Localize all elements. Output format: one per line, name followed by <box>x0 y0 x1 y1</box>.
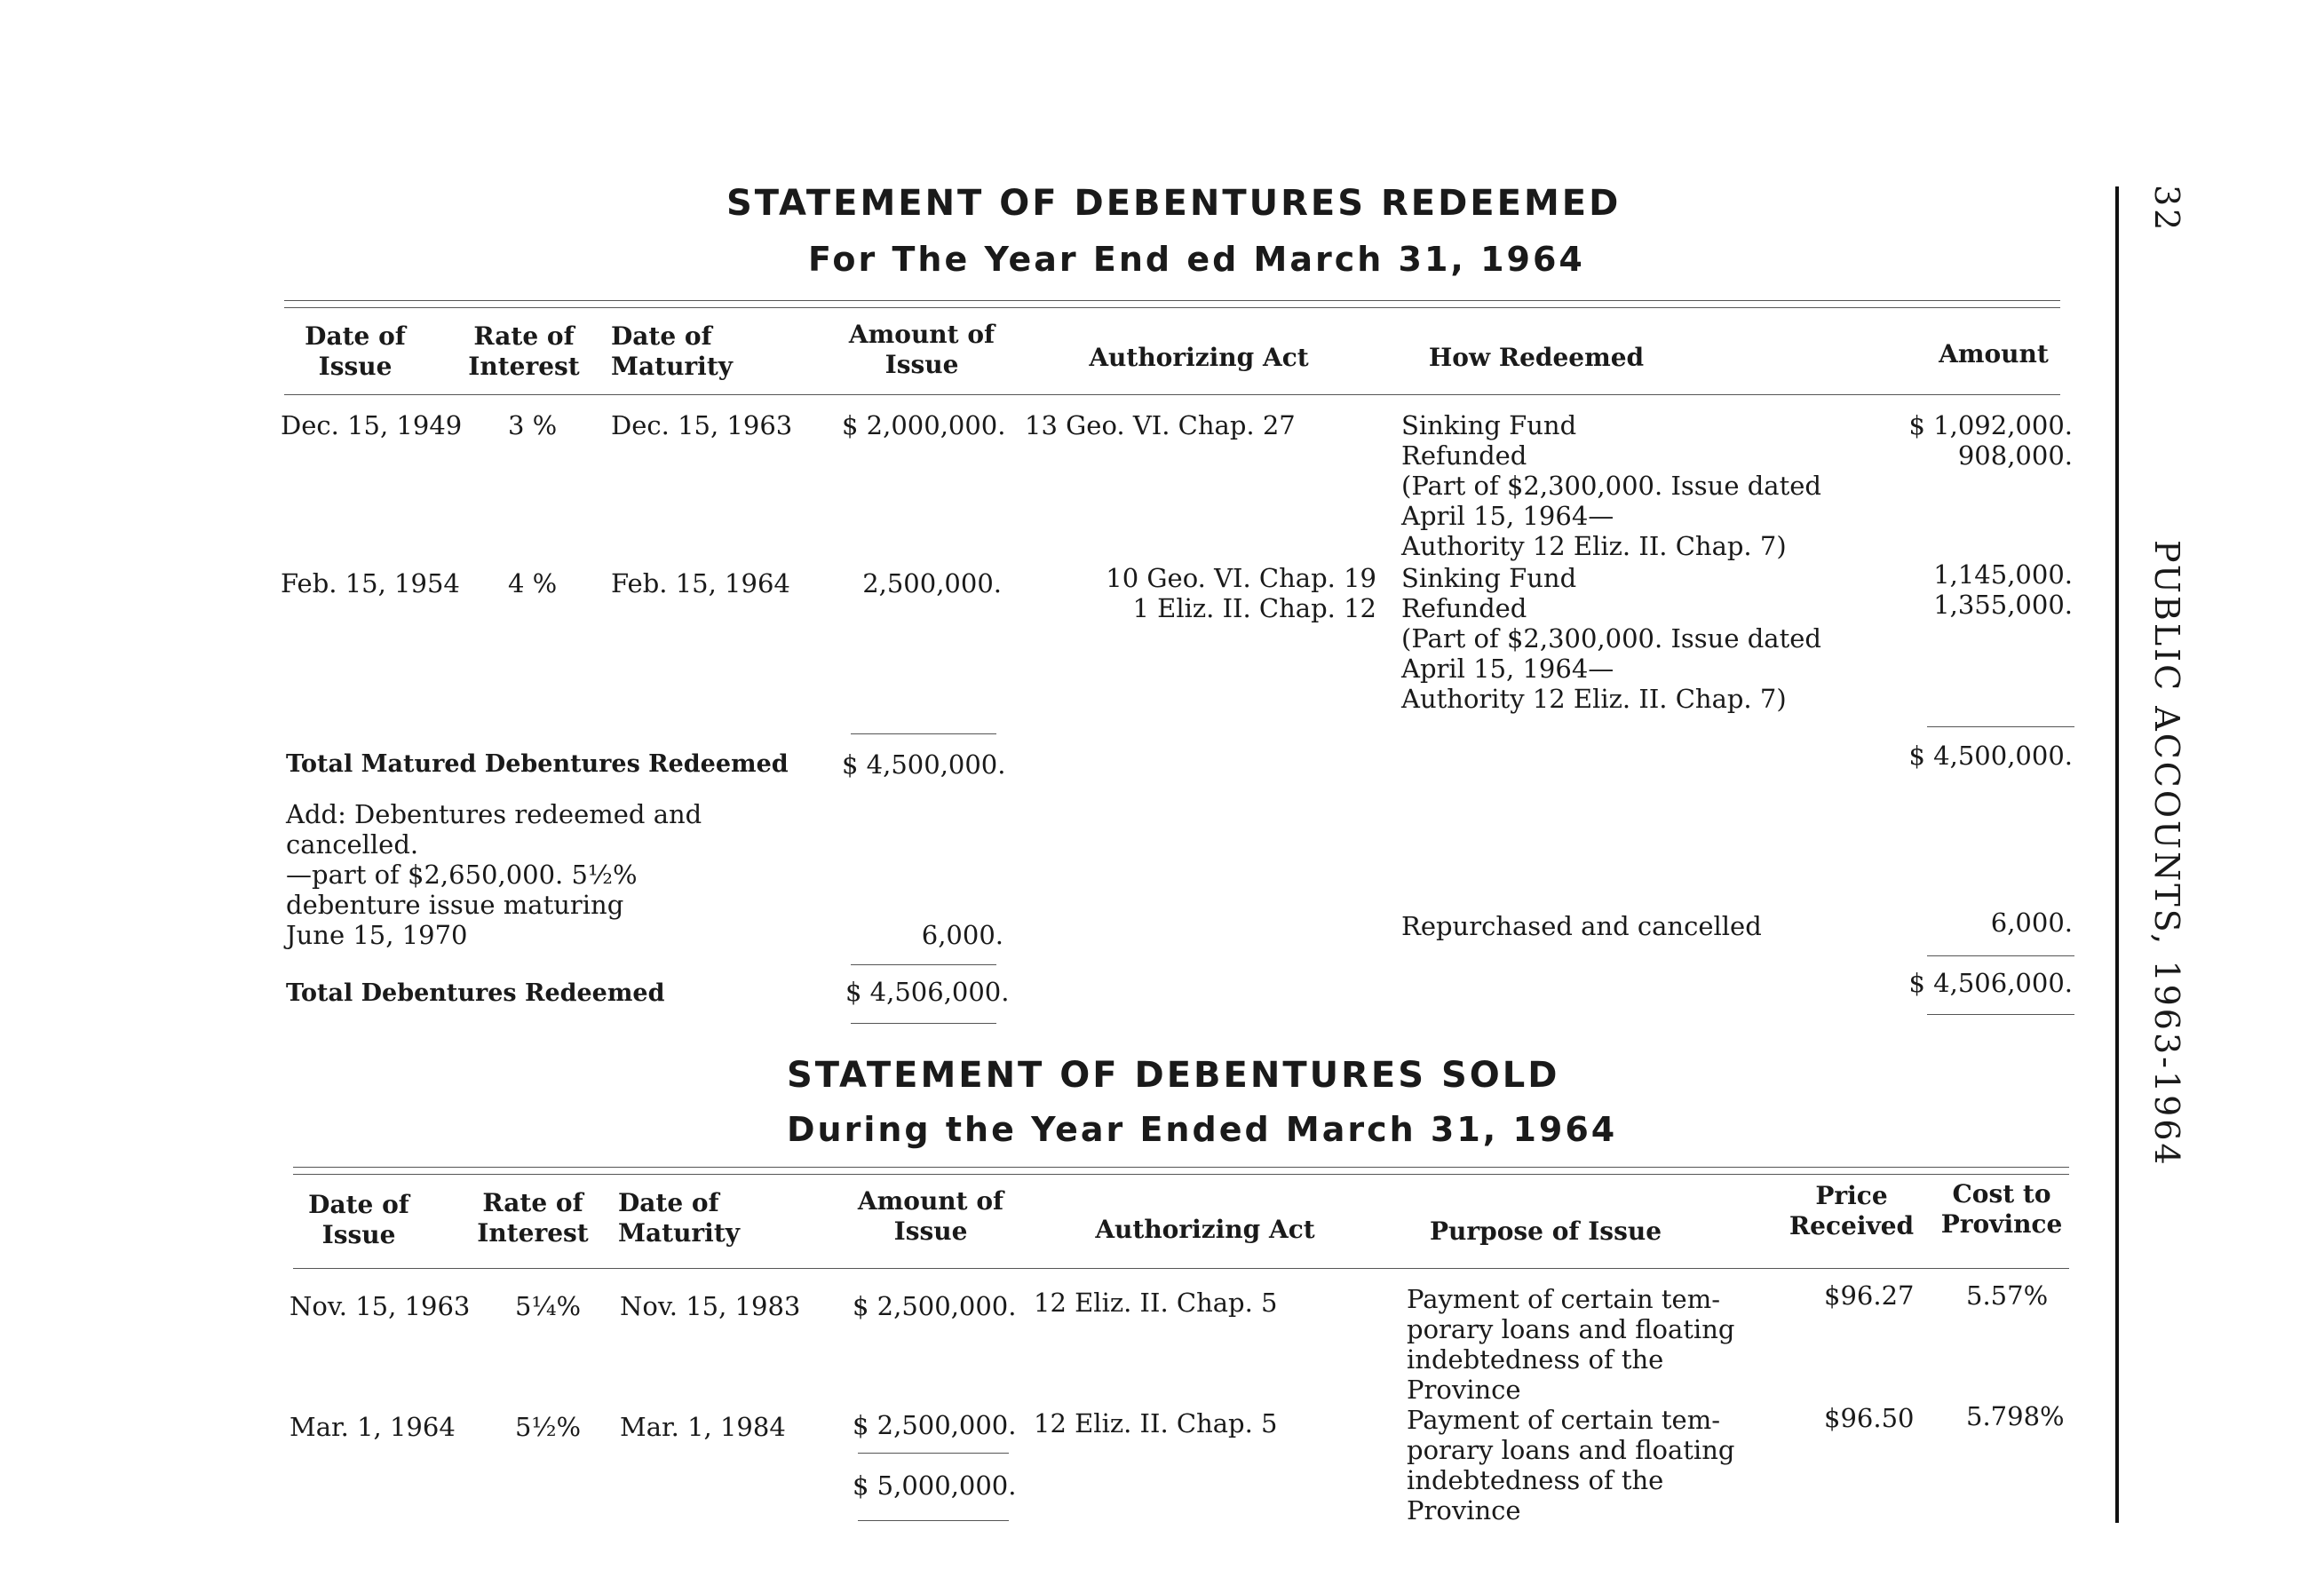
add-cancelled-amount: 6,000. <box>1990 907 2073 938</box>
sold-top-rule-2 <box>293 1174 2069 1175</box>
add-cancelled-label: Add: Debentures redeemed and cancelled. —part of $2,650,000. 5½% debenture issue maturing June 15, 1970 <box>286 799 702 950</box>
table-row-date-issue: Mar. 1, 1964 <box>290 1412 456 1442</box>
sold-total-rule <box>858 1453 1009 1454</box>
total-matured-amount: $ 4,500,000. <box>1908 741 2073 771</box>
redeemed-header-rate: Rate of Interest <box>468 321 580 381</box>
table-row-price: $96.27 <box>1824 1280 1915 1311</box>
sold-header-cost: Cost to Province <box>1940 1179 2063 1239</box>
table-row-act: 12 Eliz. II. Chap. 5 <box>1034 1408 1278 1438</box>
table-row-rate: 5½% <box>515 1412 582 1442</box>
redeemed-top-rule <box>284 300 2060 301</box>
total-matured-issue: $ 4,500,000. <box>842 749 1006 780</box>
table-row-amounts: $ 1,092,000. 908,000. <box>1908 410 2073 471</box>
sold-header-price: Price Received <box>1789 1181 1915 1240</box>
total-rule <box>851 964 996 965</box>
table-row-maturity: Feb. 15, 1964 <box>611 568 790 598</box>
total-rule-right <box>1927 955 2074 956</box>
table-row-maturity: Nov. 15, 1983 <box>620 1291 801 1321</box>
sold-header-amount-issue: Amount of Issue <box>857 1186 1004 1246</box>
sold-header-date-issue: Date of Issue <box>308 1190 409 1249</box>
table-row-act: 13 Geo. VI. Chap. 27 <box>1025 410 1296 440</box>
redeemed-header-date-issue: Date of Issue <box>305 321 406 381</box>
sold-total-double-rule <box>858 1520 1009 1521</box>
table-row-act: 12 Eliz. II. Chap. 5 <box>1034 1288 1278 1318</box>
table-row-how: Sinking Fund Refunded (Part of $2,300,000. Issue dated April 15, 1964— Authority 12 Eliz. II. Chap. 7) <box>1401 563 1821 714</box>
table-row-act: 10 Geo. VI. Chap. 19 1 Eliz. II. Chap. 12 <box>1106 563 1376 623</box>
sold-header-rate: Rate of Interest <box>477 1188 589 1248</box>
redeemed-top-rule-2 <box>284 307 2060 308</box>
sold-total-issue: $ 5,000,000. <box>853 1470 1017 1501</box>
table-row-rate: 3 % <box>508 410 558 440</box>
table-row-amount-issue: $ 2,000,000. <box>842 410 1006 440</box>
subtotal-rule <box>851 733 996 734</box>
sold-header-act: Authorizing Act <box>1095 1215 1315 1244</box>
redeemed-header-amount: Amount <box>1939 339 2049 368</box>
redeemed-subtitle: For The Year End ed March 31, 1964 <box>808 240 1585 279</box>
side-rule <box>2115 186 2119 1523</box>
table-row-purpose: Payment of certain tem- porary loans and floating indebtedness of the Province <box>1407 1405 1735 1525</box>
sold-subtitle: During the Year Ended March 31, 1964 <box>787 1110 1618 1149</box>
table-row-amount-issue: $ 2,500,000. <box>853 1410 1017 1440</box>
table-row-date-issue: Nov. 15, 1963 <box>290 1291 471 1321</box>
page-number: 32 <box>2147 185 2186 234</box>
redeemed-header-act: Authorizing Act <box>1089 343 1309 372</box>
redeemed-title: STATEMENT OF DEBENTURES REDEEMED <box>726 183 1622 224</box>
table-row-rate: 4 % <box>508 568 558 598</box>
table-row-amounts: 1,145,000. 1,355,000. <box>1933 559 2073 620</box>
subtotal-rule-right <box>1927 726 2074 727</box>
table-row-how: Sinking Fund Refunded (Part of $2,300,000. Issue dated April 15, 1964— Authority 12 Eliz. II. Chap. 7) <box>1401 410 1821 561</box>
add-cancelled-how: Repurchased and cancelled <box>1401 911 1762 941</box>
table-row-amount-issue: 2,500,000. <box>862 568 1002 598</box>
redeemed-header-maturity: Date of Maturity <box>611 321 734 381</box>
redeemed-header-how: How Redeemed <box>1428 343 1645 372</box>
total-double-rule-right <box>1927 1014 2074 1015</box>
table-row-amount-issue: $ 2,500,000. <box>853 1291 1017 1321</box>
sold-top-rule <box>293 1167 2069 1168</box>
total-redeemed-label: Total Debentures Redeemed <box>286 979 665 1007</box>
table-row-date-issue: Dec. 15, 1949 <box>281 410 463 440</box>
sold-header-maturity: Date of Maturity <box>618 1188 741 1248</box>
total-matured-label: Total Matured Debentures Redeemed <box>286 750 789 778</box>
total-double-rule <box>851 1023 996 1024</box>
table-row-price: $96.50 <box>1824 1403 1915 1433</box>
table-row-maturity: Mar. 1, 1984 <box>620 1412 786 1442</box>
table-row-rate: 5¼% <box>515 1291 582 1321</box>
sold-header-purpose: Purpose of Issue <box>1430 1216 1662 1246</box>
redeemed-header-amount-issue: Amount of Issue <box>848 320 995 379</box>
table-row-date-issue: Feb. 15, 1954 <box>281 568 460 598</box>
table-row-cost: 5.57% <box>1966 1280 2049 1311</box>
table-row-maturity: Dec. 15, 1963 <box>611 410 793 440</box>
redeemed-header-rule <box>284 394 2060 395</box>
total-redeemed-issue: $ 4,506,000. <box>845 977 1010 1007</box>
table-row-purpose: Payment of certain tem- porary loans and floating indebtedness of the Province <box>1407 1284 1735 1405</box>
table-row-cost: 5.798% <box>1966 1401 2065 1431</box>
running-head: PUBLIC ACCOUNTS, 1963-1964 <box>2147 540 2186 1168</box>
add-cancelled-issue: 6,000. <box>921 920 1003 950</box>
total-redeemed-amount: $ 4,506,000. <box>1908 968 2073 998</box>
sold-header-rule <box>293 1268 2069 1269</box>
sold-title: STATEMENT OF DEBENTURES SOLD <box>787 1055 1560 1096</box>
